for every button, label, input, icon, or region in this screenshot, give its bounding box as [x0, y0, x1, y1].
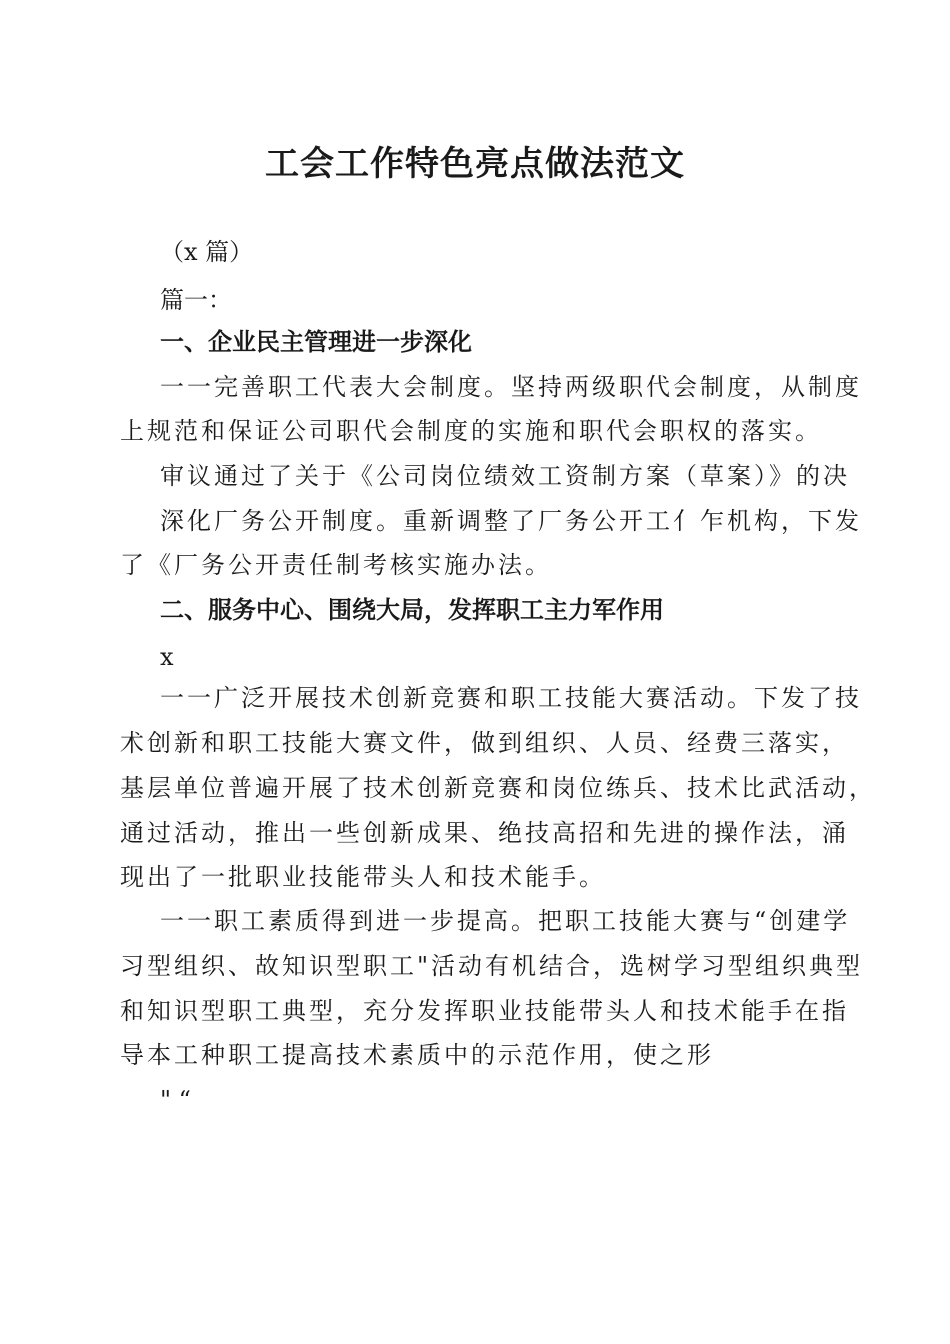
stray-mark: x [160, 643, 174, 671]
paragraph-line: 习型组织、故知识型职工"活动有机结合，选树学习型组织典型 [120, 952, 864, 980]
paragraph-line: 审议通过了关于《公司岗位绩效工资制方案（草案）》的决 [160, 462, 850, 490]
paragraph-line: 基层单位普遍开展了技术创新竞赛和岗位练兵、技术比武活动， [120, 774, 876, 802]
section2-heading: 二、服务中心、围绕大局，发挥职工主力军作用 [160, 596, 664, 624]
paragraph-line: 现出了一批职业技能带头人和技术能手。 [120, 863, 606, 891]
article-label: 篇一： [160, 286, 232, 314]
trailing-marks: " “ [160, 1086, 191, 1114]
paragraph-line: 导本工种职工提高技术素质中的示范作用，使之形 [120, 1041, 714, 1069]
paragraph-line: 一一完善职工代表大会制度。坚持两级职代会制度，从制度 [160, 373, 862, 401]
paragraph-line: 术创新和职工技能大赛文件，做到组织、人员、经费三落实， [120, 729, 849, 757]
paragraph-line: 上规范和保证公司职代会制度的实施和职代会职权的落实。 [120, 417, 822, 445]
section1-heading: 一、企业民主管理进一步深化 [160, 328, 472, 356]
document-title: 工会工作特色亮点做法范文 [265, 144, 685, 184]
count-note: （x 篇） [160, 238, 254, 266]
paragraph-line: 了《厂务公开责任制考核实施办法。 [120, 551, 552, 579]
paragraph-line: 一一职工素质得到进一步提高。把职工技能大赛与“创建学 [160, 907, 851, 935]
paragraph-line: 深化厂务公开制度。重新调整了厂务公开工亻乍机构，下发 [160, 507, 862, 535]
paragraph-line: 通过活动，推出一些创新成果、绝技高招和先进的操作法，涌 [120, 819, 849, 847]
paragraph-line: 和知识型职工典型，充分发挥职业技能带头人和技术能手在指 [120, 997, 849, 1025]
paragraph-line: 一一广泛开展技术创新竞赛和职工技能大赛活动。下发了技 [160, 684, 862, 712]
